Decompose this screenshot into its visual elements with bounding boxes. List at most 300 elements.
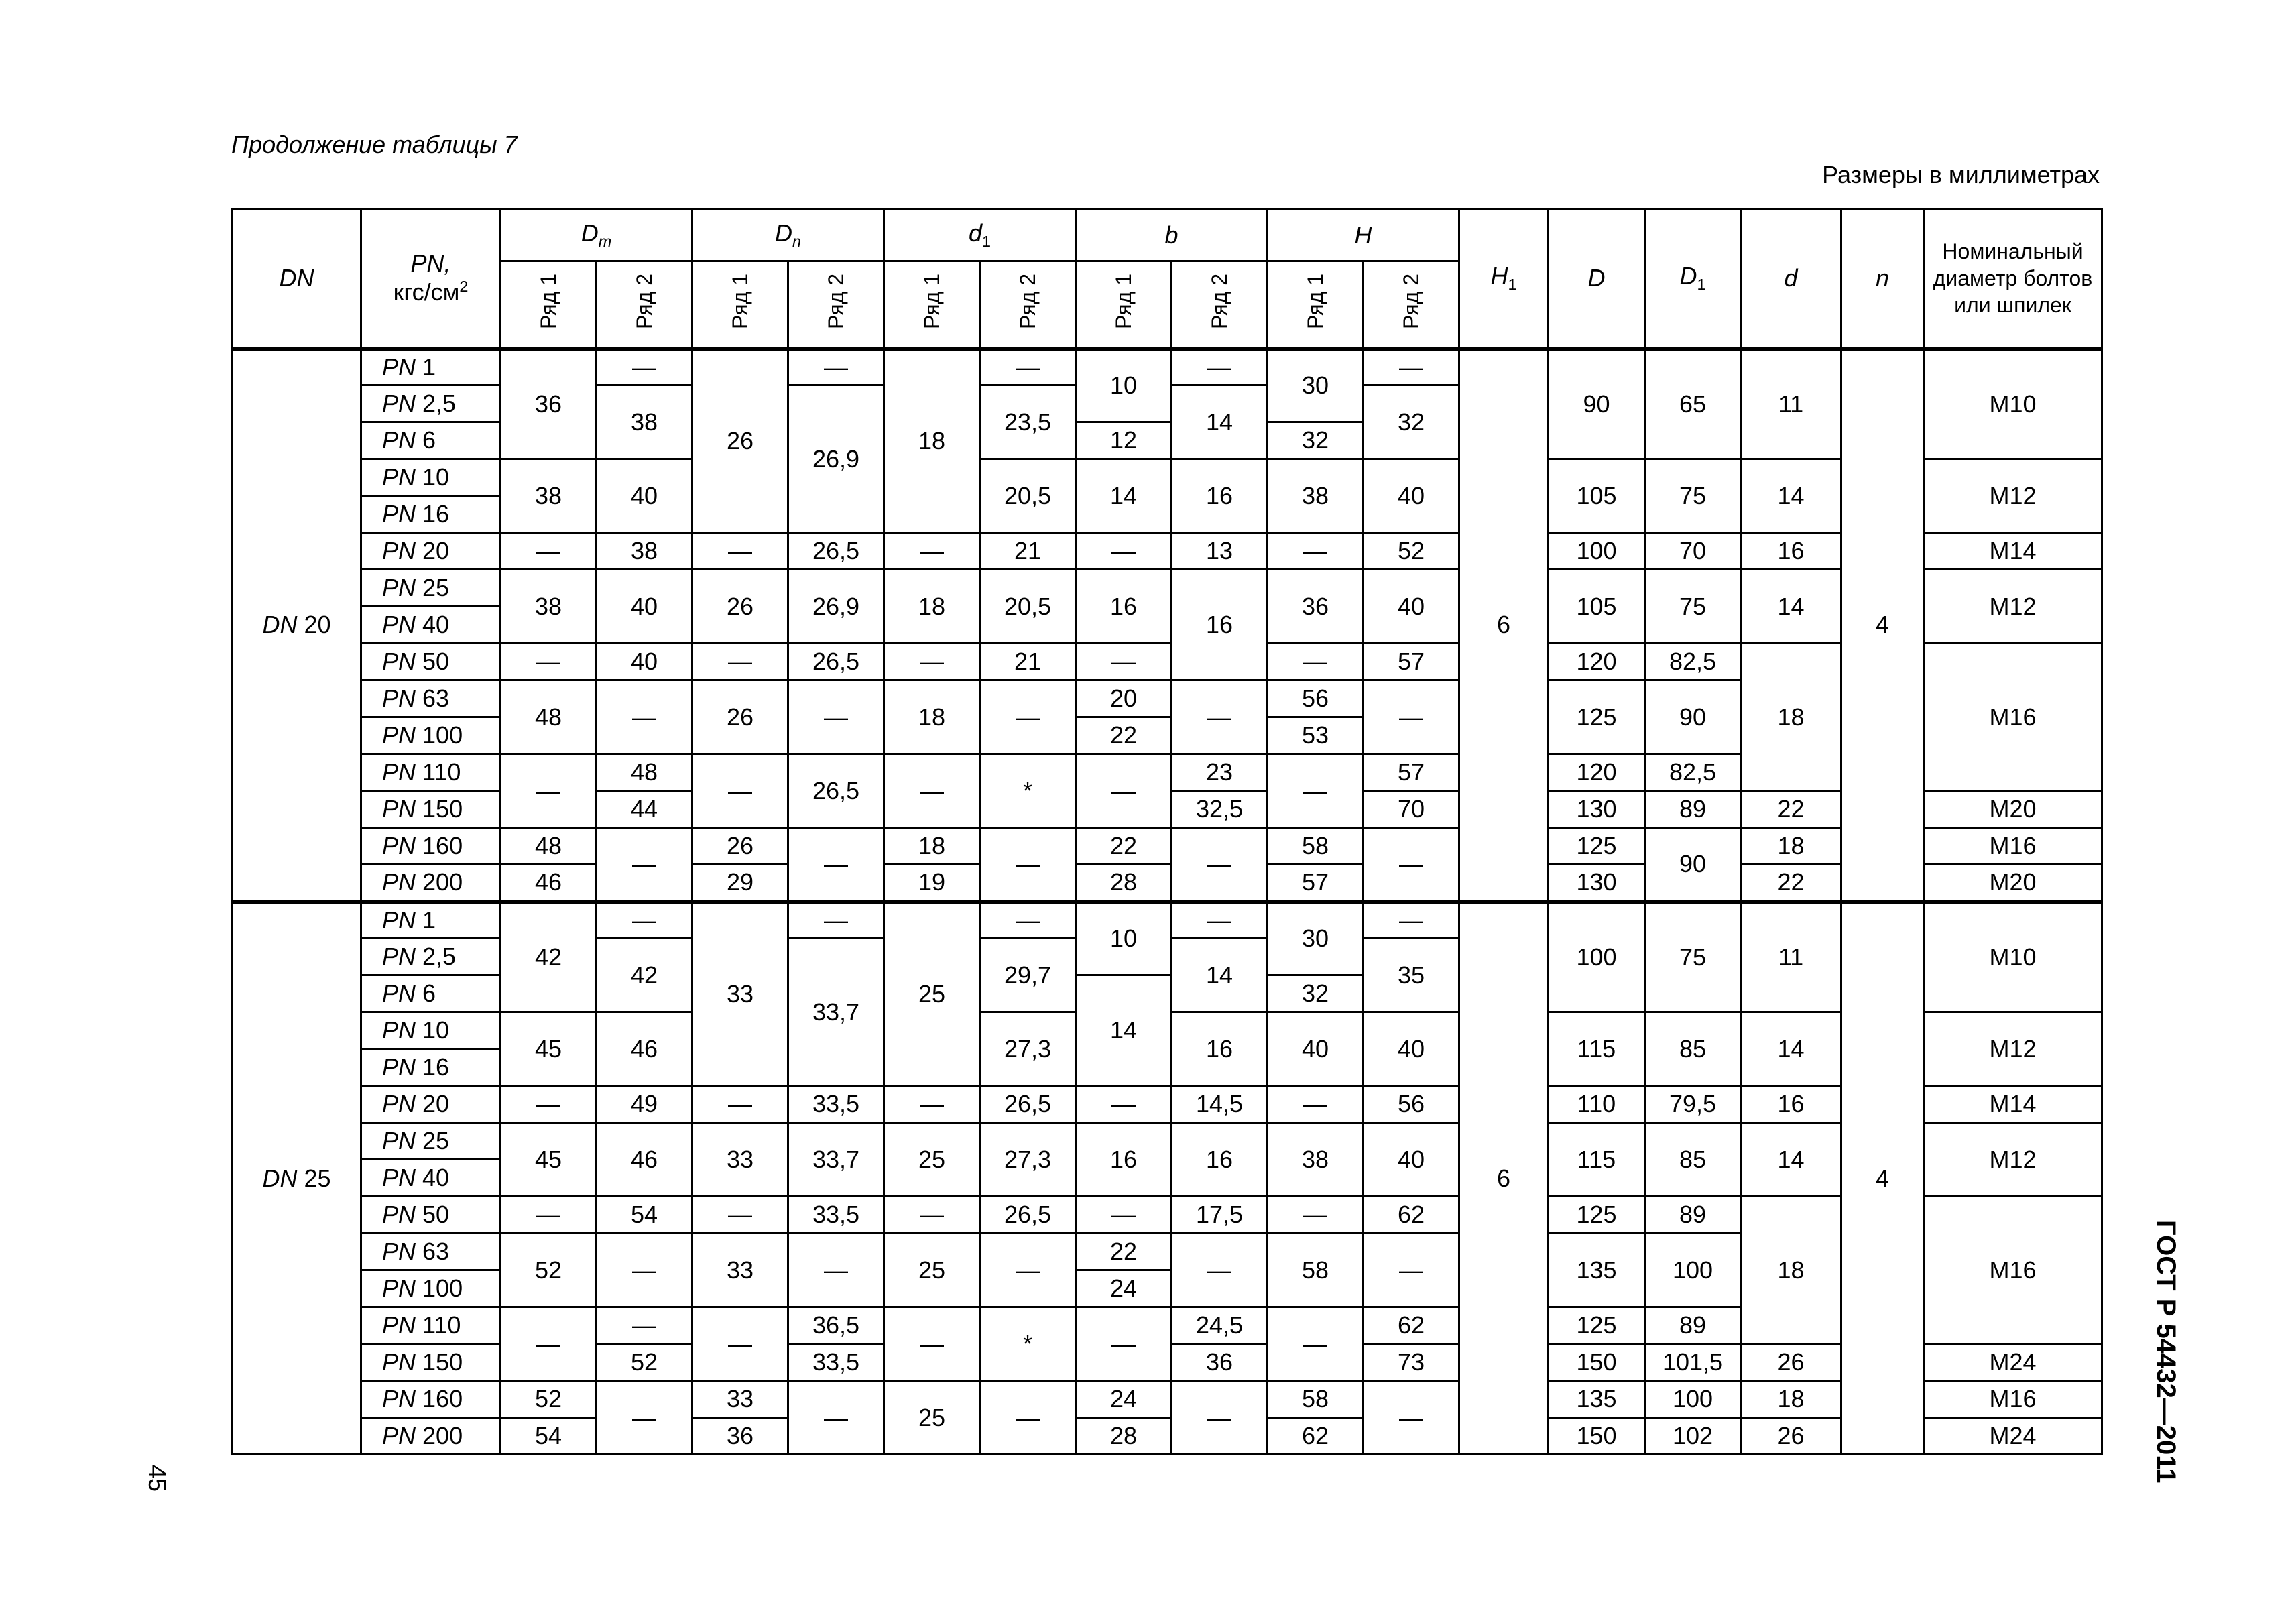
- table-cell: 18: [1741, 1381, 1841, 1418]
- table-cell: 26: [692, 828, 788, 865]
- table-cell: —: [597, 349, 692, 385]
- table-cell: 20,5: [980, 570, 1076, 644]
- header-row1: Ряд 1: [1268, 261, 1364, 349]
- table-cell: M10: [1924, 349, 2102, 459]
- table-cell: 48: [501, 828, 597, 865]
- table-cell: 56: [1364, 1086, 1459, 1123]
- table-cell: 14: [1076, 975, 1172, 1086]
- table-cell: *: [980, 754, 1076, 828]
- table-cell: —: [980, 1381, 1076, 1455]
- table-cell: 18: [1741, 828, 1841, 865]
- table-cell: 33,5: [788, 1197, 884, 1234]
- table-cell: 4: [1841, 349, 1924, 902]
- table-cell: 89: [1645, 791, 1741, 828]
- table-cell: 33,5: [788, 1086, 884, 1123]
- table-cell: 33: [692, 902, 788, 1086]
- header-row2: Ряд 2: [597, 261, 692, 349]
- table-cell: 6: [1459, 349, 1549, 902]
- header-dn: DN: [233, 209, 361, 349]
- table-cell: —: [1268, 754, 1364, 828]
- table-cell: 17,5: [1172, 1197, 1268, 1234]
- table-cell: 44: [597, 791, 692, 828]
- table-cell: 22: [1076, 717, 1172, 754]
- table-cell: 18: [884, 680, 980, 754]
- table-cell: 62: [1364, 1197, 1459, 1234]
- table-cell: —: [1268, 644, 1364, 680]
- table-cell: 18: [884, 828, 980, 865]
- table-cell: M12: [1924, 459, 2102, 533]
- table-cell: 28: [1076, 865, 1172, 902]
- table-cell: 4: [1841, 902, 1924, 1455]
- table-cell: 58: [1268, 828, 1364, 865]
- table-cell: 75: [1645, 570, 1741, 644]
- table-cell: 14,5: [1172, 1086, 1268, 1123]
- table-cell: —: [1076, 754, 1172, 828]
- table-cell: —: [597, 902, 692, 939]
- table-cell: 89: [1645, 1307, 1741, 1344]
- table-cell: 100: [1549, 902, 1645, 1012]
- table-cell: 27,3: [980, 1123, 1076, 1197]
- table-cell: —: [884, 644, 980, 680]
- table-cell: —: [1364, 1234, 1459, 1307]
- table-cell: 75: [1645, 902, 1741, 1012]
- table-cell: 16: [1172, 1123, 1268, 1197]
- table-cell: 70: [1364, 791, 1459, 828]
- header-h: H: [1268, 209, 1459, 261]
- header-d: d: [1741, 209, 1841, 349]
- pn-cell: PN 25: [361, 1123, 501, 1160]
- table-cell: 38: [597, 385, 692, 459]
- table-cell: 18: [884, 349, 980, 533]
- table-cell: 40: [1364, 459, 1459, 533]
- table-cell: 24: [1076, 1381, 1172, 1418]
- table-cell: 14: [1741, 570, 1841, 644]
- table-cell: —: [1268, 1197, 1364, 1234]
- table-cell: —: [1172, 349, 1268, 385]
- table-cell: 18: [1741, 1197, 1841, 1344]
- header-dm: $D_m$: [501, 209, 692, 261]
- pn-cell: PN 50: [361, 1197, 501, 1234]
- table-cell: 45: [501, 1012, 597, 1086]
- table-cell: 38: [501, 570, 597, 644]
- table-cell: —: [884, 1307, 980, 1381]
- table-cell: 40: [1268, 1012, 1364, 1086]
- pn-cell: PN 100: [361, 1270, 501, 1307]
- standard-id: ГОСТ Р 54432—2011: [2151, 1220, 2181, 1484]
- table-cell: 33: [692, 1381, 788, 1418]
- table-cell: 26: [692, 680, 788, 754]
- table-cell: M16: [1924, 828, 2102, 865]
- table-cell: —: [692, 1197, 788, 1234]
- table-cell: 40: [1364, 1012, 1459, 1086]
- pn-cell: PN 20: [361, 533, 501, 570]
- table-cell: 21: [980, 644, 1076, 680]
- table-cell: 38: [597, 533, 692, 570]
- table-cell: —: [692, 1086, 788, 1123]
- table-cell: —: [980, 680, 1076, 754]
- pn-cell: PN 160: [361, 828, 501, 865]
- table-cell: —: [1268, 1307, 1364, 1381]
- table-cell: 28: [1076, 1418, 1172, 1455]
- table-cell: —: [788, 828, 884, 902]
- table-cell: M16: [1924, 644, 2102, 791]
- table-cell: 101,5: [1645, 1344, 1741, 1381]
- table-cell: 53: [1268, 717, 1364, 754]
- header-D1: $D_1$: [1645, 209, 1741, 349]
- table-cell: —: [597, 680, 692, 754]
- table-cell: —: [501, 1086, 597, 1123]
- table-cell: —: [692, 533, 788, 570]
- pn-cell: PN 16: [361, 1049, 501, 1086]
- table-cell: 57: [1364, 644, 1459, 680]
- table-cell: —: [1172, 680, 1268, 754]
- header-row2: Ряд 2: [1172, 261, 1268, 349]
- table-cell: 22: [1076, 828, 1172, 865]
- table-cell: 24,5: [1172, 1307, 1268, 1344]
- pn-cell: PN 20: [361, 1086, 501, 1123]
- header-h1: $H_1$: [1459, 209, 1549, 349]
- table-cell: —: [980, 349, 1076, 385]
- table-cell: 52: [501, 1234, 597, 1307]
- pn-cell: PN 110: [361, 1307, 501, 1344]
- table-cell: 27,3: [980, 1012, 1076, 1086]
- table-cell: 85: [1645, 1012, 1741, 1086]
- table-cell: —: [597, 1381, 692, 1455]
- table-cell: 16: [1172, 1012, 1268, 1086]
- dn25-block: [233, 902, 2102, 1455]
- table-cell: 135: [1549, 1381, 1645, 1418]
- table-cell: 12: [1076, 422, 1172, 459]
- table-cell: 23,5: [980, 385, 1076, 459]
- table-cell: 115: [1549, 1123, 1645, 1197]
- table-cell: —: [501, 754, 597, 828]
- table-cell: 100: [1645, 1381, 1741, 1418]
- table-cell: 26: [1741, 1418, 1841, 1455]
- table-cell: M24: [1924, 1344, 2102, 1381]
- table-cell: 38: [1268, 459, 1364, 533]
- table-cell: M20: [1924, 791, 2102, 828]
- table-cell: 48: [597, 754, 692, 791]
- table-cell: M12: [1924, 1123, 2102, 1197]
- table-cell: —: [980, 1234, 1076, 1307]
- pn-cell: PN 40: [361, 607, 501, 644]
- table-cell: 73: [1364, 1344, 1459, 1381]
- table-cell: 58: [1268, 1234, 1364, 1307]
- table-cell: 45: [501, 1123, 597, 1197]
- table-cell: 100: [1549, 533, 1645, 570]
- table-cell: 49: [597, 1086, 692, 1123]
- table-cell: 36: [1268, 570, 1364, 644]
- header-dn-col: $D_n$: [692, 209, 884, 261]
- table-cell: 13: [1172, 533, 1268, 570]
- table-cell: 26,5: [980, 1086, 1076, 1123]
- table-cell: 16: [1172, 459, 1268, 533]
- table-cell: 6: [1459, 902, 1549, 1455]
- table-cell: 14: [1076, 459, 1172, 533]
- table-cell: 120: [1549, 644, 1645, 680]
- pn-cell: PN 200: [361, 865, 501, 902]
- pn-cell: PN 160: [361, 1381, 501, 1418]
- pn-cell: PN 100: [361, 717, 501, 754]
- table-cell: 135: [1549, 1234, 1645, 1307]
- pn-cell: PN 16: [361, 496, 501, 533]
- table-cell: 125: [1549, 680, 1645, 754]
- table-cell: 16: [1741, 533, 1841, 570]
- table-cell: —: [1268, 533, 1364, 570]
- table-cell: 24: [1076, 1270, 1172, 1307]
- header-D: D: [1549, 209, 1645, 349]
- table-cell: 32,5: [1172, 791, 1268, 828]
- header-row1: Ряд 1: [884, 261, 980, 349]
- table-cell: 14: [1172, 385, 1268, 459]
- table-cell: 120: [1549, 754, 1645, 791]
- pn-cell: PN 150: [361, 791, 501, 828]
- table-cell: 33,5: [788, 1344, 884, 1381]
- table-cell: 26,5: [788, 533, 884, 570]
- table-cell: —: [1364, 902, 1459, 939]
- table-cell: 29,7: [980, 939, 1076, 1012]
- table-cell: 36: [1172, 1344, 1268, 1381]
- table-cell: 130: [1549, 865, 1645, 902]
- header-b: b: [1076, 209, 1268, 261]
- table-cell: —: [788, 349, 884, 385]
- table-cell: 40: [1364, 1123, 1459, 1197]
- pn-cell: PN 2,5: [361, 939, 501, 975]
- table-cell: 56: [1268, 680, 1364, 717]
- table-cell: 25: [884, 902, 980, 1086]
- table-cell: 40: [597, 570, 692, 644]
- table-cell: 150: [1549, 1418, 1645, 1455]
- table-cell: —: [884, 533, 980, 570]
- table-cell: 14: [1741, 1012, 1841, 1086]
- pn-cell: PN 6: [361, 975, 501, 1012]
- table-cell: 115: [1549, 1012, 1645, 1086]
- table-cell: 14: [1741, 459, 1841, 533]
- table-cell: —: [692, 1307, 788, 1381]
- header-d1: $d_1$: [884, 209, 1076, 261]
- table-cell: —: [1172, 828, 1268, 902]
- table-cell: —: [884, 754, 980, 828]
- table-cell: —: [788, 1234, 884, 1307]
- table-cell: —: [597, 1234, 692, 1307]
- table-cell: 26,5: [788, 754, 884, 828]
- header-row1: Ряд 1: [692, 261, 788, 349]
- table-cell: 36,5: [788, 1307, 884, 1344]
- table-cell: 85: [1645, 1123, 1741, 1197]
- table-cell: 52: [597, 1344, 692, 1381]
- table-cell: 25: [884, 1234, 980, 1307]
- table-cell: —: [788, 902, 884, 939]
- table-cell: 16: [1076, 570, 1172, 644]
- table-cell: —: [1172, 1381, 1268, 1455]
- table-cell: 19: [884, 865, 980, 902]
- table-cell: M20: [1924, 865, 2102, 902]
- table-cell: —: [1364, 1381, 1459, 1455]
- table-cell: 42: [501, 902, 597, 1012]
- table-cell: 46: [597, 1012, 692, 1086]
- table-caption: Продолжение таблицы 7: [231, 131, 518, 158]
- table-cell: —: [597, 1307, 692, 1344]
- table-cell: —: [1076, 533, 1172, 570]
- table-cell: —: [884, 1086, 980, 1123]
- table-cell: M14: [1924, 1086, 2102, 1123]
- table-cell: —: [692, 754, 788, 828]
- table-cell: 62: [1268, 1418, 1364, 1455]
- table-cell: 42: [597, 939, 692, 1012]
- dimensions-table: [231, 208, 2103, 1455]
- table-cell: 18: [1741, 644, 1841, 791]
- table-cell: 46: [501, 865, 597, 902]
- table-cell: 32: [1364, 385, 1459, 459]
- table-cell: 100: [1645, 1234, 1741, 1307]
- table-cell: 62: [1364, 1307, 1459, 1344]
- table-cell: 26: [1741, 1344, 1841, 1381]
- table-cell: 16: [1741, 1086, 1841, 1123]
- table-cell: 40: [1364, 570, 1459, 644]
- pn-cell: PN 150: [361, 1344, 501, 1381]
- table-cell: —: [788, 1381, 884, 1455]
- table-cell: 46: [597, 1123, 692, 1197]
- table-cell: 26: [692, 570, 788, 644]
- table-cell: 10: [1076, 902, 1172, 975]
- header-row2: Ряд 2: [788, 261, 884, 349]
- table-cell: 33,7: [788, 939, 884, 1086]
- table-cell: 105: [1549, 459, 1645, 533]
- table-cell: 33,7: [788, 1123, 884, 1197]
- table-cell: 36: [501, 349, 597, 459]
- table-cell: 30: [1268, 349, 1364, 422]
- table-cell: 125: [1549, 1197, 1645, 1234]
- table-cell: 25: [884, 1381, 980, 1455]
- table-cell: —: [1364, 680, 1459, 754]
- units-note: Размеры в миллиметрах: [1822, 161, 2100, 188]
- table-cell: 23: [1172, 754, 1268, 791]
- table-cell: M12: [1924, 1012, 2102, 1086]
- table-cell: —: [884, 1197, 980, 1234]
- table-cell: 26,5: [788, 644, 884, 680]
- dn-label: DN 25: [233, 902, 361, 1455]
- table-cell: M12: [1924, 570, 2102, 644]
- table-cell: M16: [1924, 1381, 2102, 1418]
- table-cell: 22: [1741, 791, 1841, 828]
- table-cell: 32: [1268, 975, 1364, 1012]
- table-cell: 26: [692, 349, 788, 533]
- table-cell: 52: [501, 1381, 597, 1418]
- table-cell: 150: [1549, 1344, 1645, 1381]
- table-cell: 20,5: [980, 459, 1076, 533]
- pn-cell: PN 10: [361, 459, 501, 496]
- table-cell: —: [788, 680, 884, 754]
- table-cell: —: [1076, 1307, 1172, 1381]
- pn-cell: PN 2,5: [361, 385, 501, 422]
- table-cell: —: [980, 902, 1076, 939]
- table-cell: —: [1076, 644, 1172, 680]
- pn-cell: PN 50: [361, 644, 501, 680]
- pn-cell: PN 63: [361, 1234, 501, 1270]
- table-cell: 70: [1645, 533, 1741, 570]
- table-cell: 48: [501, 680, 597, 754]
- table-cell: 30: [1268, 902, 1364, 975]
- table-cell: 22: [1741, 865, 1841, 902]
- table-cell: 89: [1645, 1197, 1741, 1234]
- table-cell: 40: [597, 459, 692, 533]
- table-cell: 102: [1645, 1418, 1741, 1455]
- table-cell: 54: [501, 1418, 597, 1455]
- table-cell: 57: [1268, 865, 1364, 902]
- table-cell: 110: [1549, 1086, 1645, 1123]
- pn-cell: PN 6: [361, 422, 501, 459]
- table-cell: 22: [1076, 1234, 1172, 1270]
- table-cell: 36: [692, 1418, 788, 1455]
- table-cell: M16: [1924, 1197, 2102, 1344]
- table-cell: —: [1076, 1197, 1172, 1234]
- table-cell: 33: [692, 1123, 788, 1197]
- table-cell: 90: [1645, 828, 1741, 902]
- pn-cell: PN 1: [361, 902, 501, 939]
- pn-cell: PN 110: [361, 754, 501, 791]
- table-cell: *: [980, 1307, 1076, 1381]
- table-cell: —: [692, 644, 788, 680]
- table-cell: —: [1364, 349, 1459, 385]
- table-cell: 82,5: [1645, 754, 1741, 791]
- table-cell: 35: [1364, 939, 1459, 1012]
- table-cell: M10: [1924, 902, 2102, 1012]
- header-row2: Ряд 2: [980, 261, 1076, 349]
- table-cell: —: [1172, 902, 1268, 939]
- page-number: 45: [143, 1465, 171, 1492]
- table-cell: 40: [597, 644, 692, 680]
- table-cell: 16: [1172, 570, 1268, 680]
- table-cell: 10: [1076, 349, 1172, 422]
- pn-cell: PN 63: [361, 680, 501, 717]
- pn-cell: PN 25: [361, 570, 501, 607]
- pn-cell: PN 10: [361, 1012, 501, 1049]
- table-cell: 90: [1645, 680, 1741, 754]
- table-cell: —: [980, 828, 1076, 902]
- header-row1: Ряд 1: [1076, 261, 1172, 349]
- pn-cell: PN 200: [361, 1418, 501, 1455]
- table-cell: 125: [1549, 1307, 1645, 1344]
- table-cell: —: [501, 1197, 597, 1234]
- table-cell: 20: [1076, 680, 1172, 717]
- table-cell: —: [1172, 1234, 1268, 1307]
- table-cell: M24: [1924, 1418, 2102, 1455]
- table-cell: —: [1364, 828, 1459, 902]
- table-cell: 75: [1645, 459, 1741, 533]
- table-cell: 26,5: [980, 1197, 1076, 1234]
- table-cell: 33: [692, 1234, 788, 1307]
- table-cell: 38: [1268, 1123, 1364, 1197]
- table-cell: 18: [884, 570, 980, 644]
- table-cell: 14: [1741, 1123, 1841, 1197]
- table-cell: 14: [1172, 939, 1268, 1012]
- table-cell: 65: [1645, 349, 1741, 459]
- table-cell: 90: [1549, 349, 1645, 459]
- table-cell: 21: [980, 533, 1076, 570]
- table-cell: 82,5: [1645, 644, 1741, 680]
- table-cell: 16: [1076, 1123, 1172, 1197]
- table-cell: 32: [1268, 422, 1364, 459]
- table-cell: 11: [1741, 349, 1841, 459]
- dn-label: DN 20: [233, 349, 361, 902]
- table-cell: 125: [1549, 828, 1645, 865]
- header-row2: Ряд 2: [1364, 261, 1459, 349]
- table-cell: 58: [1268, 1381, 1364, 1418]
- table-cell: 105: [1549, 570, 1645, 644]
- table-cell: 130: [1549, 791, 1645, 828]
- header-pn: PN, кгс/$см^2$: [361, 209, 501, 349]
- header-bolt: Номинальный диаметр болтов или шпилек: [1924, 209, 2102, 349]
